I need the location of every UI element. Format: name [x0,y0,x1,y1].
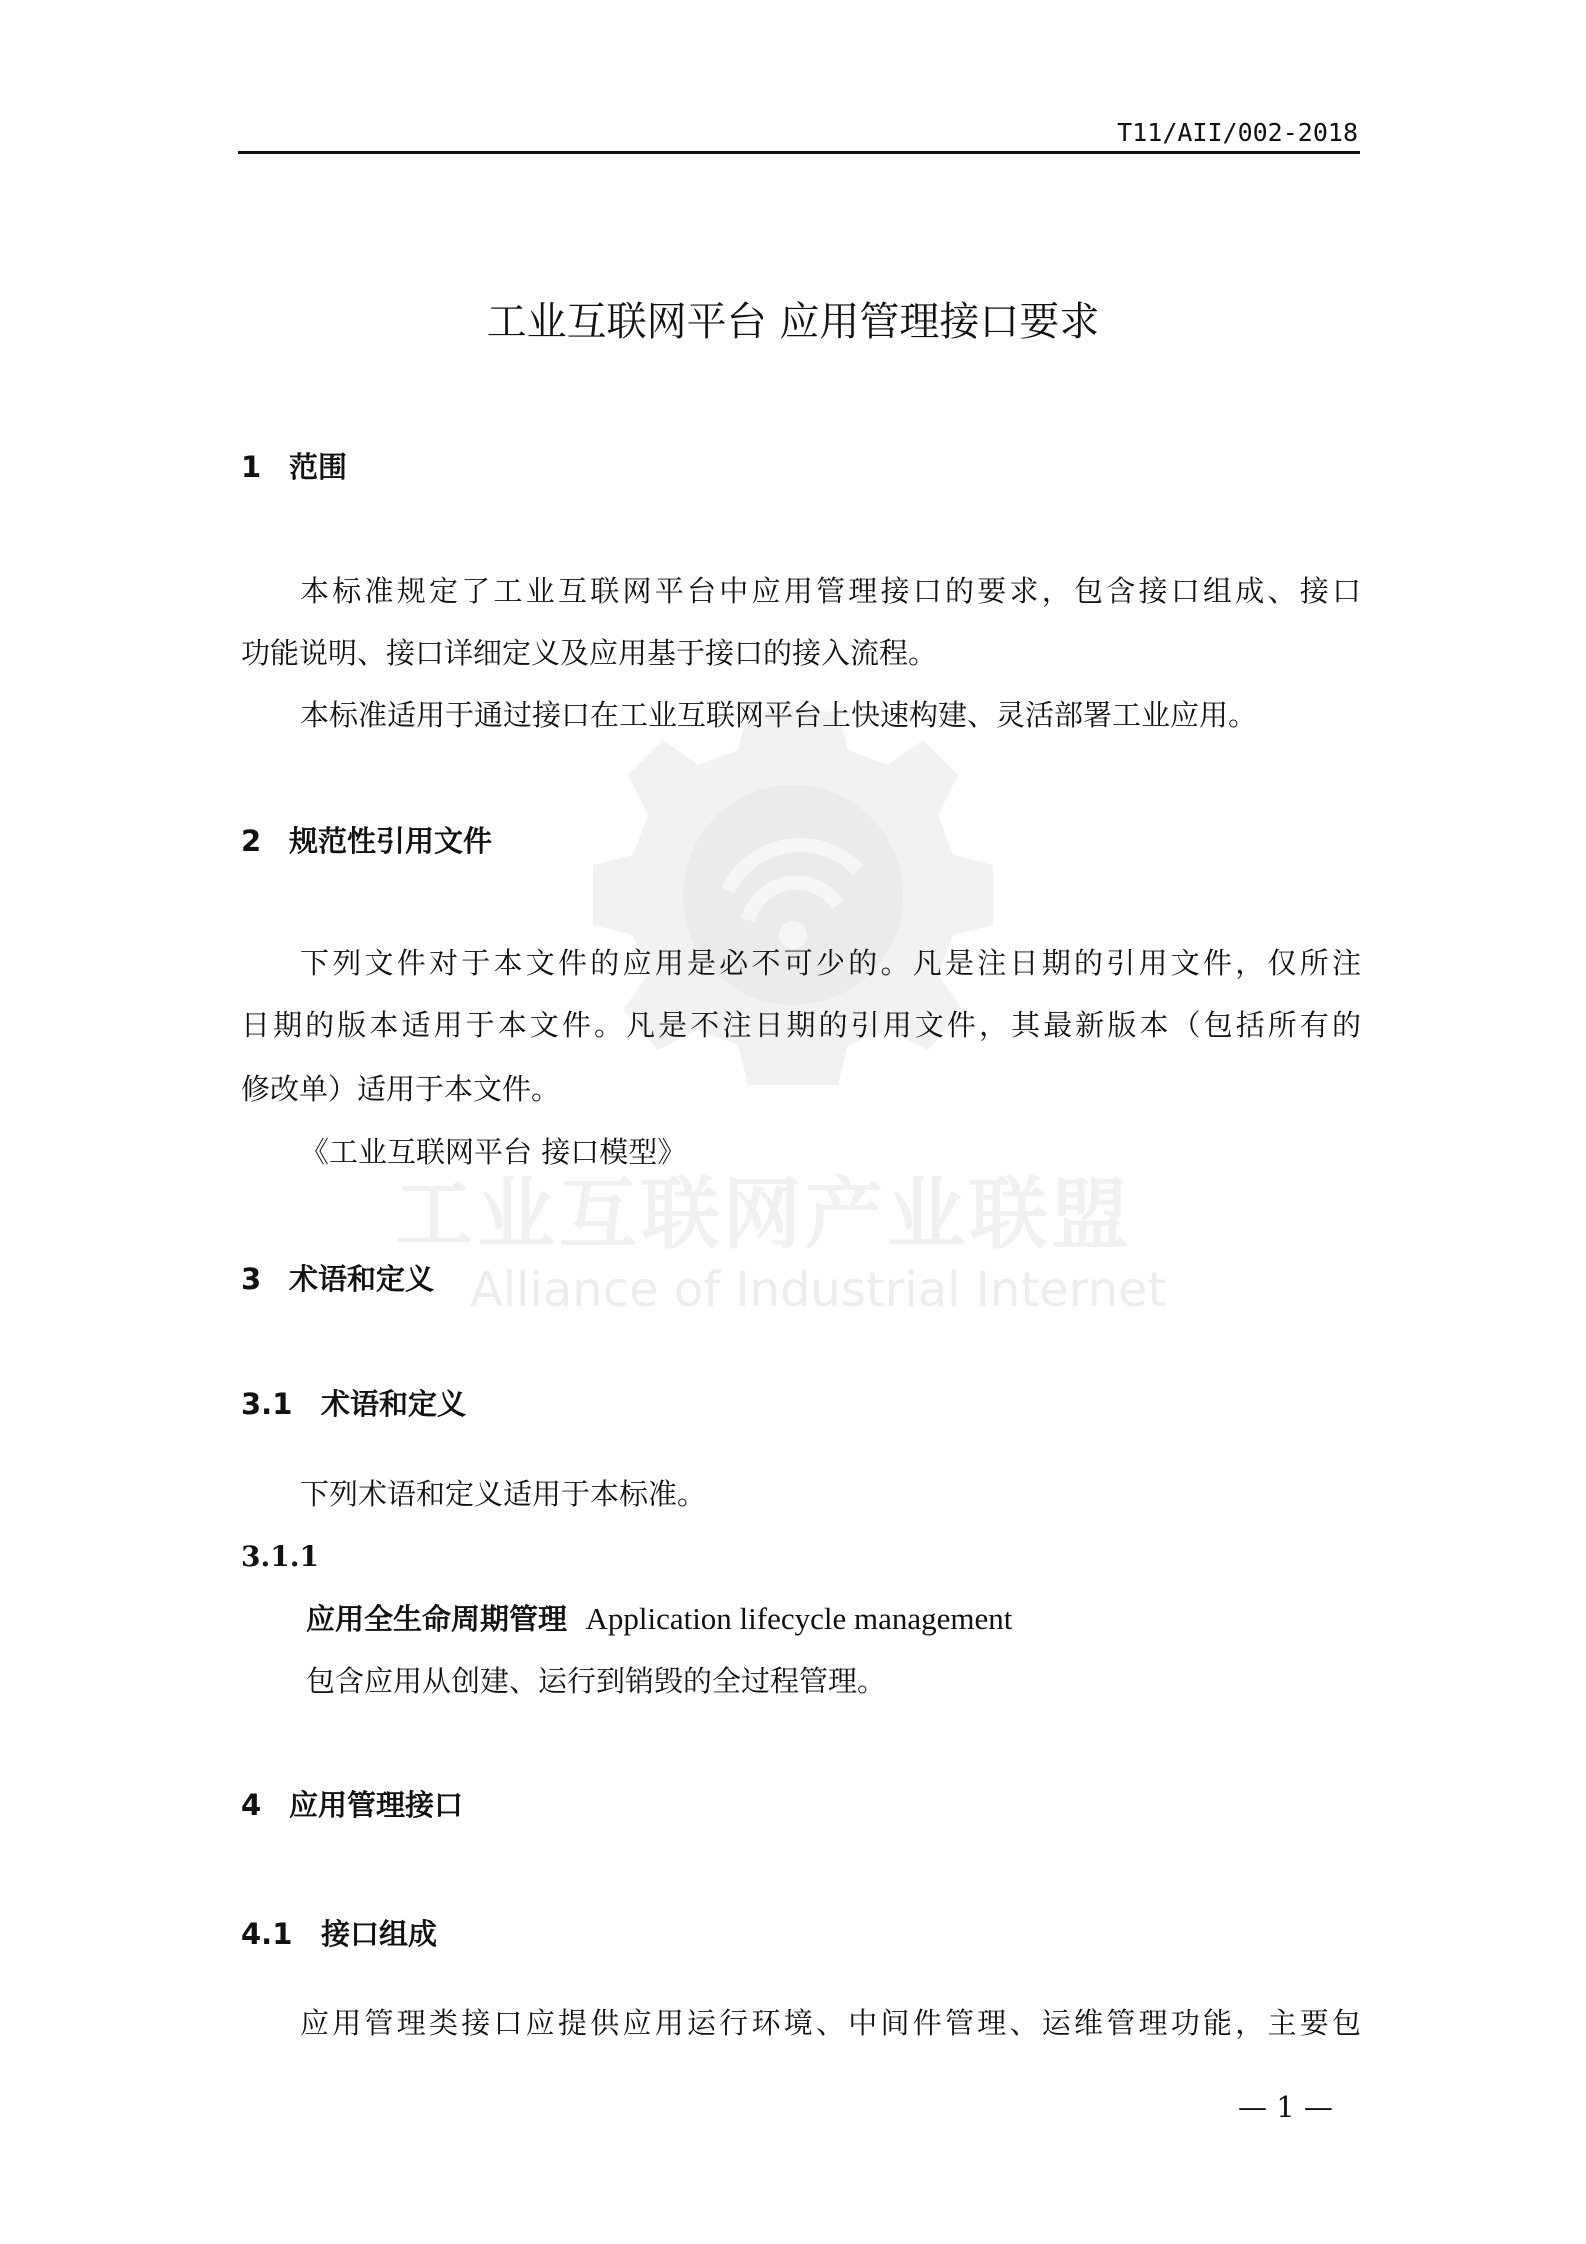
page-number: — 1 — [1238,2090,1333,2124]
section-heading-1 [241,450,347,484]
section-title: 术语和定义 [289,1262,435,1296]
section-number: 3.1 [241,1387,293,1421]
normative-reference: 《工业互联网平台 接口模型》 [300,1135,687,1169]
watermark-text-cn: 工业互联网产业联盟 [395,1170,1134,1260]
document-title: 工业互联网平台 应用管理接口要求 [486,299,1100,345]
term-entry [306,1602,1012,1636]
paragraph-line: 下列文件对于本文件的应用是必不可少的。凡是注日期的引用文件，仅所注 [300,946,1361,980]
term-number: 3.1.1 [241,1540,319,1573]
document-code: T11/AII/002-2018 [1117,118,1358,147]
paragraph-line: 功能说明、接口详细定义及应用基于接口的接入流程。 [241,636,938,670]
paragraph-line: 下列术语和定义适用于本标准。 [300,1477,707,1511]
section-number: 4 [241,1788,262,1822]
section-number: 2 [241,824,262,858]
section-title: 接口组成 [321,1917,438,1951]
section-heading-3-1 [241,1387,466,1421]
section-heading-4-1 [241,1917,437,1951]
section-number: 4.1 [241,1917,293,1951]
section-title: 术语和定义 [321,1387,467,1421]
watermark-gear-logo [578,690,1008,1110]
paragraph-line: 本标准适用于通过接口在工业互联网平台上快速构建、灵活部署工业应用。 [300,698,1258,732]
term-en: Application lifecycle management [585,1601,1013,1636]
section-heading-4 [241,1788,463,1822]
section-heading-2 [241,824,492,858]
section-title: 规范性引用文件 [289,824,493,858]
paragraph-line: 日期的版本适用于本文件。凡是不注日期的引用文件，其最新版本（包括所有的 [241,1008,1361,1042]
header-rule [238,151,1360,154]
section-heading-3 [241,1262,434,1296]
section-title: 范围 [289,450,348,484]
watermark-text-en: Alliance of Industrial Internet [470,1262,1167,1318]
section-title: 应用管理接口 [289,1788,464,1822]
paragraph-line: 应用管理类接口应提供应用运行环境、中间件管理、运维管理功能，主要包 [300,2006,1361,2040]
paragraph-line: 修改单）适用于本文件。 [241,1072,561,1106]
section-number: 3 [241,1262,262,1296]
term-definition: 包含应用从创建、运行到销毁的全过程管理。 [306,1664,887,1698]
term-cn: 应用全生命周期管理 [306,1602,568,1636]
paragraph-line: 本标准规定了工业互联网平台中应用管理接口的要求，包含接口组成、接口 [300,574,1361,608]
section-number: 1 [241,450,262,484]
